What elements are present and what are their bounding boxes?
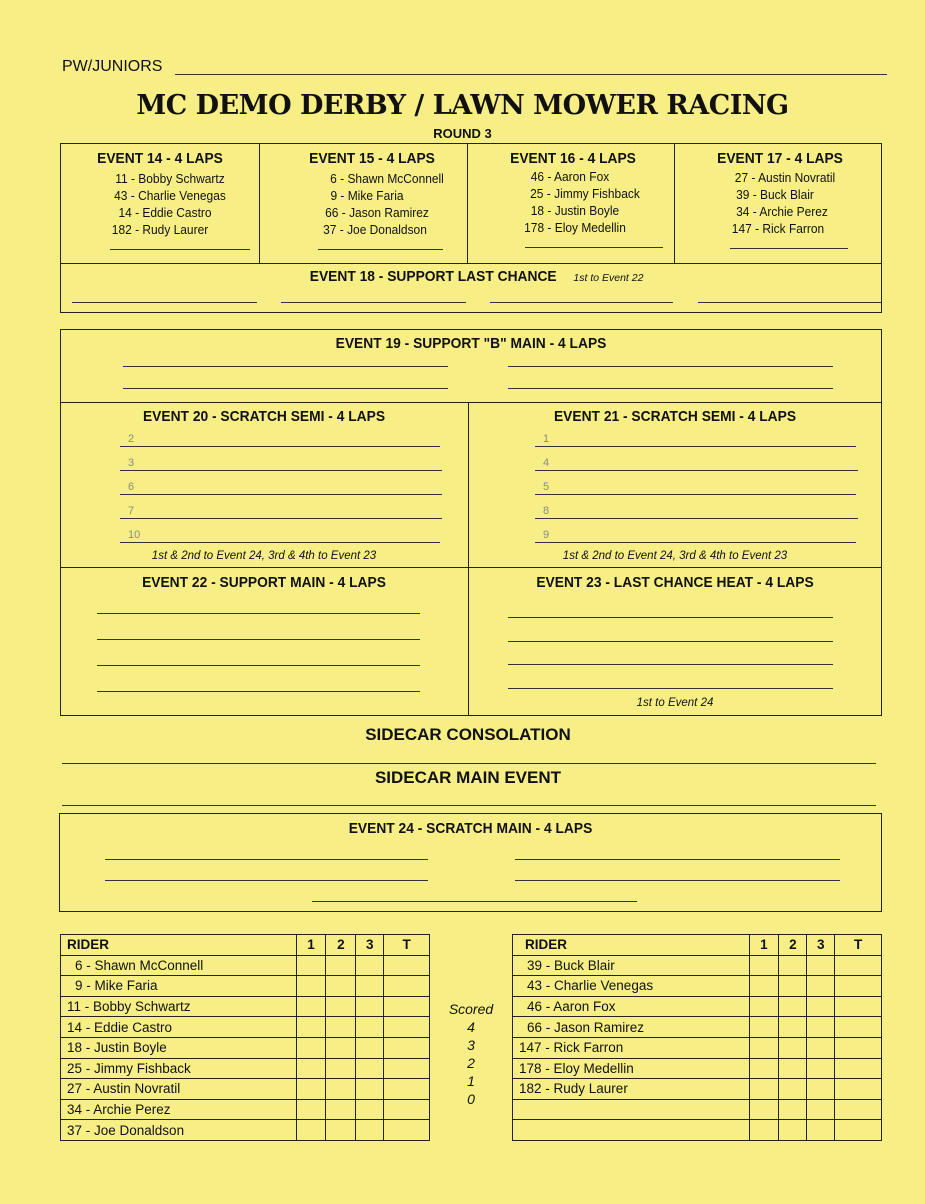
- rider-name[interactable]: [513, 1120, 750, 1141]
- score-cell[interactable]: [296, 996, 326, 1017]
- rider-name: 14 - Eddie Castro: [61, 1017, 297, 1038]
- score-total-header: T: [835, 935, 882, 956]
- table-row: [61, 976, 430, 997]
- rider-name: 178 - Eloy Medellin: [513, 1058, 750, 1079]
- total-cell[interactable]: [384, 976, 430, 997]
- scoring-label: Scored: [448, 1001, 494, 1017]
- event16-rider: 178 - Eloy Medellin: [524, 220, 626, 235]
- event18-note: 1st to Event 22: [573, 272, 644, 284]
- score-cell[interactable]: [356, 955, 384, 976]
- heat-row-divider: [60, 263, 882, 264]
- event17-title: EVENT 17 - 4 LAPS: [717, 150, 843, 167]
- heat-divider: [674, 143, 675, 264]
- total-cell[interactable]: [835, 1037, 882, 1058]
- event20-blank-line: [120, 470, 442, 471]
- event21-blank-line: [535, 494, 856, 495]
- score-cell[interactable]: [296, 1058, 326, 1079]
- event23-blank-line: [508, 641, 833, 642]
- event20-position: 6: [128, 481, 135, 493]
- event20-position: 7: [128, 505, 135, 517]
- total-cell[interactable]: [835, 1017, 882, 1038]
- event24-title: EVENT 24 - SCRATCH MAIN - 4 LAPS: [348, 820, 593, 837]
- grid-hline: [60, 402, 882, 403]
- score-cell[interactable]: [779, 1120, 807, 1141]
- scoring-legend: [430, 1000, 512, 1108]
- event22-blank-line: [97, 691, 420, 692]
- score-cell[interactable]: [807, 996, 835, 1017]
- table-row: [61, 996, 430, 1017]
- table-row: [513, 1017, 882, 1038]
- score-cell[interactable]: [749, 1058, 779, 1079]
- event19-blank-line: [123, 388, 448, 389]
- total-cell[interactable]: [835, 1079, 882, 1100]
- score-cell[interactable]: [779, 1037, 807, 1058]
- rider-name: 11 - Bobby Schwartz: [61, 996, 297, 1017]
- score-cell[interactable]: [326, 1037, 356, 1058]
- event14-blank-line: [110, 249, 250, 250]
- event20-blank-line: [120, 494, 442, 495]
- event21-position: 1: [543, 433, 550, 445]
- event15-rider: 37 - Joe Donaldson: [323, 222, 427, 237]
- score-cell[interactable]: [356, 1017, 384, 1038]
- total-cell[interactable]: [384, 1017, 430, 1038]
- event24-blank-line: [515, 880, 840, 881]
- score-cell[interactable]: [326, 976, 356, 997]
- total-cell[interactable]: [384, 1099, 430, 1120]
- event18-title: EVENT 18 - SUPPORT LAST CHANCE: [309, 268, 557, 285]
- rider-name: 147 - Rick Farron: [513, 1037, 750, 1058]
- total-cell[interactable]: [384, 1120, 430, 1141]
- event14-rider: 14 - Eddie Castro: [118, 205, 212, 220]
- event19-blank-line: [508, 366, 833, 367]
- score-header-row: [513, 935, 882, 956]
- rider-name: 34 - Archie Perez: [61, 1099, 297, 1120]
- heat-divider: [467, 143, 468, 264]
- round-label: ROUND 3: [433, 126, 492, 141]
- score-cell[interactable]: [807, 1120, 835, 1141]
- score-cell[interactable]: [356, 1058, 384, 1079]
- event20-position: 3: [128, 457, 135, 469]
- score-table-left: [60, 934, 430, 1141]
- scoring-value: 4: [467, 1019, 475, 1035]
- event21-position: 4: [543, 457, 550, 469]
- event21-position: 9: [543, 529, 550, 541]
- event21-blank-line: [535, 518, 858, 519]
- event23-blank-line: [508, 688, 833, 689]
- total-cell[interactable]: [384, 996, 430, 1017]
- score-cell[interactable]: [779, 976, 807, 997]
- event22-blank-line: [97, 665, 420, 666]
- page-title: MC DEMO DERBY / LAWN MOWER RACING: [136, 90, 789, 121]
- event21-blank-line: [535, 542, 856, 543]
- score-cell[interactable]: [356, 1120, 384, 1141]
- event21-position: 8: [543, 505, 550, 517]
- score-cell[interactable]: [749, 1099, 779, 1120]
- event17-rider: 27 - Austin Novratil: [734, 170, 836, 185]
- table-row: [513, 1099, 882, 1120]
- sidecar-consolation-title: SIDECAR CONSOLATION: [365, 725, 571, 744]
- score-cell[interactable]: [296, 955, 326, 976]
- rider-name: 18 - Justin Boyle: [61, 1037, 297, 1058]
- scoring-value: 0: [467, 1091, 475, 1107]
- score-cell[interactable]: [296, 1120, 326, 1141]
- rider-name: 25 - Jimmy Fishback: [61, 1058, 297, 1079]
- sidecar-main-title: SIDECAR MAIN EVENT: [374, 768, 562, 787]
- event19-blank-line: [123, 366, 448, 367]
- score-cell[interactable]: [749, 1079, 779, 1100]
- table-row: [513, 976, 882, 997]
- rider-name: 39 - Buck Blair: [513, 955, 750, 976]
- event21-title: EVENT 21 - SCRATCH SEMI - 4 LAPS: [553, 408, 797, 425]
- class-label: PW/JUNIORS: [62, 58, 163, 75]
- total-cell[interactable]: [384, 955, 430, 976]
- event14-rider: 182 - Rudy Laurer: [111, 222, 209, 237]
- score-cell[interactable]: [779, 996, 807, 1017]
- total-cell[interactable]: [384, 1037, 430, 1058]
- event18-blank-line: [490, 302, 673, 303]
- event15-rider: 66 - Jason Ramirez: [325, 205, 429, 220]
- score-cell[interactable]: [326, 1017, 356, 1038]
- event24-blank-line: [515, 859, 840, 860]
- score-cell[interactable]: [807, 976, 835, 997]
- score-cell[interactable]: [326, 996, 356, 1017]
- score-cell[interactable]: [749, 976, 779, 997]
- table-row: [513, 1037, 882, 1058]
- total-cell[interactable]: [835, 976, 882, 997]
- event20-position: 2: [128, 433, 135, 445]
- sidecar-consolation-line: [62, 763, 876, 764]
- score-col-2-header: 2: [779, 935, 807, 956]
- table-row: [513, 1058, 882, 1079]
- score-cell[interactable]: [356, 1037, 384, 1058]
- score-cell[interactable]: [807, 1058, 835, 1079]
- score-cell[interactable]: [807, 1037, 835, 1058]
- rider-header: RIDER: [513, 935, 750, 956]
- table-row: [513, 1120, 882, 1141]
- event20-blank-line: [120, 518, 442, 519]
- score-table-right: [512, 934, 882, 1141]
- score-col-3-header: 3: [807, 935, 835, 956]
- score-col-3-header: 3: [356, 935, 384, 956]
- sidecar-main-line: [62, 805, 876, 806]
- event14-rider: 11 - Bobby Schwartz: [115, 171, 225, 186]
- table-row: [513, 955, 882, 976]
- score-cell[interactable]: [326, 1058, 356, 1079]
- event18-blank-line: [281, 302, 466, 303]
- rider-name: 6 - Shawn McConnell: [61, 955, 297, 976]
- total-cell[interactable]: [835, 996, 882, 1017]
- score-cell[interactable]: [807, 1099, 835, 1120]
- event23-note: 1st to Event 24: [636, 697, 714, 709]
- scoring-value: 2: [467, 1055, 475, 1071]
- table-row: [61, 1079, 430, 1100]
- event22-title: EVENT 22 - SUPPORT MAIN - 4 LAPS: [142, 574, 386, 591]
- score-cell[interactable]: [749, 1037, 779, 1058]
- event20-position: 10: [128, 529, 141, 541]
- score-cell[interactable]: [779, 1099, 807, 1120]
- event17-blank-line: [730, 248, 848, 249]
- score-cell[interactable]: [779, 955, 807, 976]
- score-cell[interactable]: [779, 1079, 807, 1100]
- event16-blank-line: [525, 247, 663, 248]
- event24-blank-line: [312, 901, 637, 902]
- score-cell[interactable]: [749, 1120, 779, 1141]
- score-cell[interactable]: [779, 1017, 807, 1038]
- total-cell[interactable]: [384, 1058, 430, 1079]
- event20-note: 1st & 2nd to Event 24, 3rd & 4th to Event 23: [151, 550, 377, 562]
- score-cell[interactable]: [296, 976, 326, 997]
- rider-name: 27 - Austin Novratil: [61, 1079, 297, 1100]
- table-row: [61, 1099, 430, 1120]
- score-header-row: [61, 935, 430, 956]
- event22-blank-line: [97, 639, 420, 640]
- score-cell[interactable]: [807, 1079, 835, 1100]
- rider-name: 43 - Charlie Venegas: [513, 976, 750, 997]
- event14-rider: 43 - Charlie Venegas: [114, 188, 226, 203]
- total-cell[interactable]: [835, 1120, 882, 1141]
- rider-name: 182 - Rudy Laurer: [513, 1079, 750, 1100]
- score-total-header: T: [384, 935, 430, 956]
- rider-header: RIDER: [61, 935, 297, 956]
- event18-blank-line: [72, 302, 257, 303]
- event21-note: 1st & 2nd to Event 24, 3rd & 4th to Event 23: [562, 550, 788, 562]
- event14-title: EVENT 14 - 4 LAPS: [97, 150, 223, 167]
- score-cell[interactable]: [356, 1079, 384, 1100]
- event19-title: EVENT 19 - SUPPORT "B" MAIN - 4 LAPS: [335, 335, 607, 352]
- score-cell[interactable]: [749, 955, 779, 976]
- score-cell[interactable]: [807, 1017, 835, 1038]
- scoring-value: 1: [467, 1073, 475, 1089]
- event22-blank-line: [97, 613, 420, 614]
- score-cell[interactable]: [356, 976, 384, 997]
- event23-title: EVENT 23 - LAST CHANCE HEAT - 4 LAPS: [536, 574, 814, 591]
- event16-rider: 46 - Aaron Fox: [530, 169, 610, 184]
- event20-blank-line: [120, 542, 440, 543]
- rider-name: 66 - Jason Ramirez: [513, 1017, 750, 1038]
- total-cell[interactable]: [835, 1058, 882, 1079]
- score-col-1-header: 1: [296, 935, 326, 956]
- rider-name[interactable]: [513, 1099, 750, 1120]
- event15-rider: 6 - Shawn McConnell: [330, 171, 444, 186]
- event20-blank-line: [120, 446, 440, 447]
- event16-rider: 18 - Justin Boyle: [530, 203, 620, 218]
- event18-header: [60, 268, 882, 286]
- score-cell[interactable]: [296, 1017, 326, 1038]
- table-row: [61, 1120, 430, 1141]
- score-cell[interactable]: [296, 1099, 326, 1120]
- event24-blank-line: [105, 880, 428, 881]
- event23-blank-line: [508, 617, 833, 618]
- table-row: [513, 996, 882, 1017]
- table-row: [61, 1017, 430, 1038]
- score-cell[interactable]: [296, 1079, 326, 1100]
- event17-rider: 34 - Archie Perez: [736, 204, 828, 219]
- event17-rider: 147 - Rick Farron: [731, 221, 825, 236]
- score-cell[interactable]: [326, 955, 356, 976]
- grid-hline: [60, 567, 882, 568]
- table-row: [61, 1037, 430, 1058]
- total-cell[interactable]: [835, 1099, 882, 1120]
- event15-rider: 9 - Mike Faria: [330, 188, 404, 203]
- event21-blank-line: [535, 470, 858, 471]
- event18-blank-line: [698, 302, 881, 303]
- score-col-1-header: 1: [749, 935, 779, 956]
- event15-blank-line: [318, 249, 443, 250]
- table-row: [61, 955, 430, 976]
- score-cell[interactable]: [749, 996, 779, 1017]
- class-name-line: [175, 74, 887, 75]
- event15-title: EVENT 15 - 4 LAPS: [309, 150, 435, 167]
- event21-position: 5: [543, 481, 550, 493]
- event20-title: EVENT 20 - SCRATCH SEMI - 4 LAPS: [142, 408, 386, 425]
- scoring-value: 3: [467, 1037, 475, 1053]
- rider-name: 9 - Mike Faria: [61, 976, 297, 997]
- score-cell[interactable]: [356, 996, 384, 1017]
- event16-title: EVENT 16 - 4 LAPS: [510, 150, 636, 167]
- event23-blank-line: [508, 664, 833, 665]
- event21-blank-line: [535, 446, 856, 447]
- event24-blank-line: [105, 859, 428, 860]
- score-cell[interactable]: [779, 1058, 807, 1079]
- score-cell[interactable]: [326, 1120, 356, 1141]
- event19-blank-line: [508, 388, 833, 389]
- score-cell[interactable]: [356, 1099, 384, 1120]
- score-cell[interactable]: [326, 1099, 356, 1120]
- score-cell[interactable]: [296, 1037, 326, 1058]
- score-cell[interactable]: [326, 1079, 356, 1100]
- score-cell[interactable]: [749, 1017, 779, 1038]
- rider-name: 37 - Joe Donaldson: [61, 1120, 297, 1141]
- score-col-2-header: 2: [326, 935, 356, 956]
- table-row: [513, 1079, 882, 1100]
- table-row: [61, 1058, 430, 1079]
- heat-divider: [259, 143, 260, 264]
- total-cell[interactable]: [384, 1079, 430, 1100]
- event17-rider: 39 - Buck Blair: [736, 187, 814, 202]
- score-cell[interactable]: [807, 955, 835, 976]
- rider-name: 46 - Aaron Fox: [513, 996, 750, 1017]
- event16-rider: 25 - Jimmy Fishback: [530, 186, 640, 201]
- total-cell[interactable]: [835, 955, 882, 976]
